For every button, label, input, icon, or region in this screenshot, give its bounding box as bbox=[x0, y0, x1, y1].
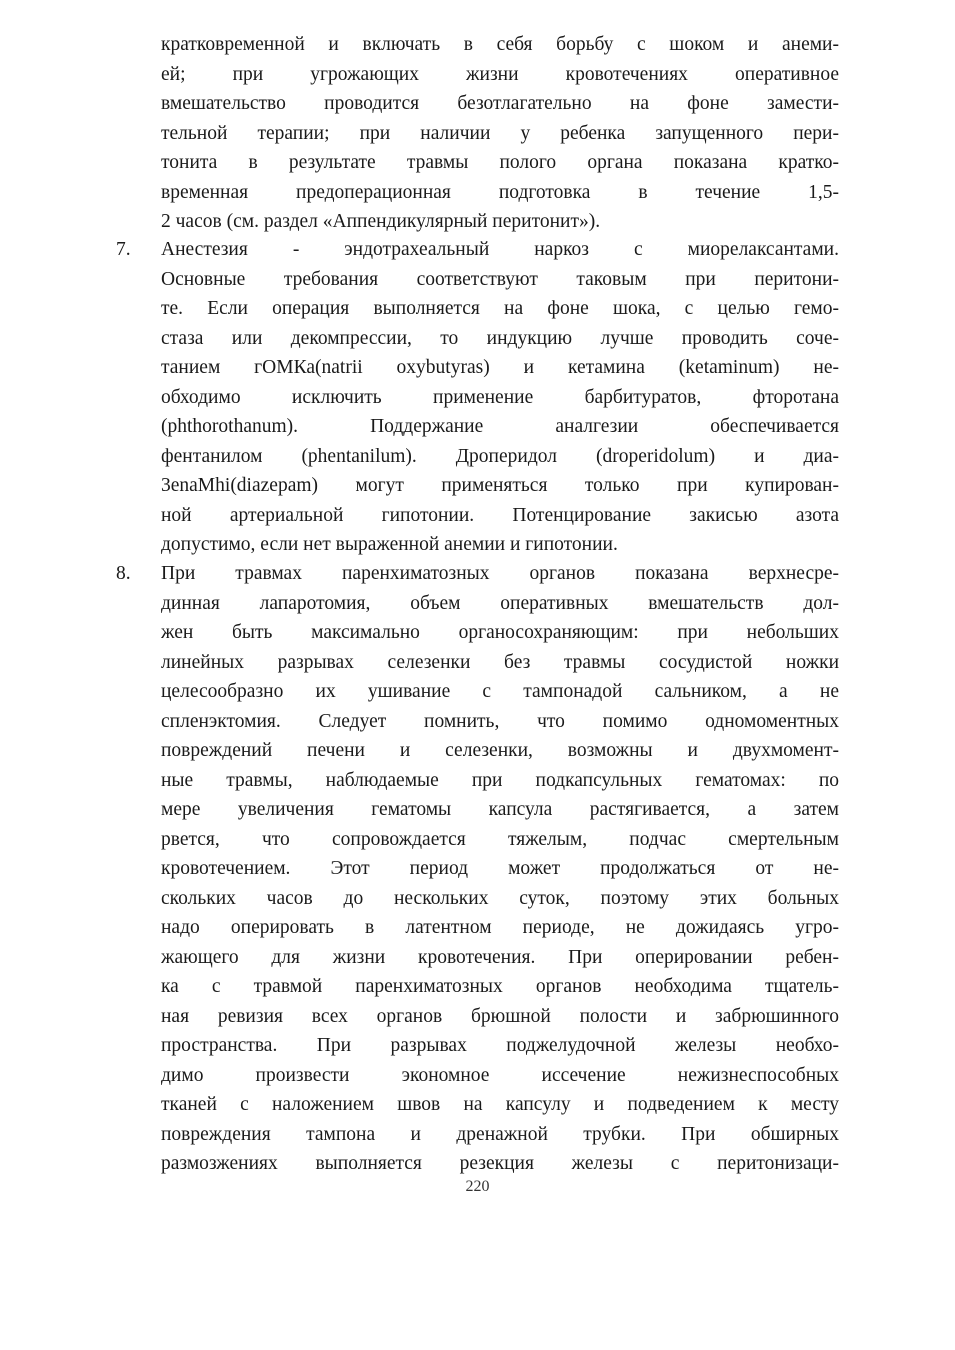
text-line: танием гОМКа(natrii oxybutyras) и кетамина (ketaminum) не- bbox=[161, 357, 839, 378]
text-line: кратковременной и включать в себя борьбу с шоком и анеми- bbox=[161, 34, 839, 55]
text-line: целесообразно их ушивание с тампонадой сальником, а не bbox=[161, 681, 839, 702]
list-item-7 bbox=[161, 235, 839, 560]
text-line: повреждения тампона и дренажной трубки. При обширных bbox=[161, 1123, 839, 1145]
text-line: обходимо исключить применение барбитуратов, фторотана bbox=[161, 386, 839, 408]
text-line: те. Если операция выполняется на фоне шока, с целью гемо- bbox=[161, 298, 839, 319]
text-line: 3enaMhi(diazepam) могут применяться только при купирован- bbox=[161, 475, 839, 496]
text-line: линейных разрывах селезенки без травмы сосудистой ножки bbox=[161, 651, 839, 673]
text-line: повреждений печени и селезенки, возможны и двухмомент- bbox=[161, 740, 839, 761]
page-number: 220 bbox=[465, 1178, 490, 1195]
text-line: тонита в результате травмы полого органа показана кратко- bbox=[161, 152, 839, 173]
text-line: Анестезия - эндотрахеальный наркоз с миорелаксантами. bbox=[161, 239, 839, 260]
text-line: жающего для жизни кровотечения. При оперировании ребен- bbox=[161, 946, 839, 968]
text-line: рвется, что сопровождается тяжелым, подчас смертельным bbox=[161, 828, 839, 850]
text-line: стаза или декомпрессии, то индукцию лучше проводить соче- bbox=[161, 327, 839, 349]
text-line: ной артериальной гипотонии. Потенцирование закисью азота bbox=[161, 504, 839, 526]
text-line: надо оперировать в латентном периоде, не дожидаясь угро- bbox=[161, 917, 839, 938]
text-line: фентанилом (phentanilum). Дроперидол (droperidolum) и диа- bbox=[161, 445, 839, 467]
continuation-paragraph bbox=[161, 30, 839, 237]
text-line: 2 часов (см. раздел «Аппендикулярный перитонит»). bbox=[161, 211, 601, 232]
text-line: спленэктомия. Следует помнить, что помимо одномоментных bbox=[161, 710, 839, 732]
list-item-number: 8. bbox=[116, 563, 131, 584]
text-line: пространства. При разрывах поджелудочной железы необхо- bbox=[161, 1035, 839, 1056]
text-line: ные травмы, наблюдаемые при подкапсульных гематомах: по bbox=[161, 769, 839, 791]
list-item-8 bbox=[161, 559, 839, 1179]
text-line: При травмах паренхиматозных органов показана верхнесре- bbox=[161, 563, 839, 584]
text-line: допустимо, если нет выраженной анемии и гипотонии. bbox=[161, 534, 618, 555]
list-item-number: 7. bbox=[116, 239, 131, 260]
text-line: Основные требования соответствуют таковым при перитони- bbox=[161, 268, 839, 290]
text-line: динная лапаротомия, объем оперативных вмешательств дол- bbox=[161, 592, 839, 614]
text-line: вмешательство проводится безотлагательно на фоне замести- bbox=[161, 93, 839, 114]
text-line: размозжениях выполняется резекция железы с перитонизаци- bbox=[161, 1153, 839, 1174]
text-line: димо произвести экономное иссечение нежизнеспособных bbox=[161, 1064, 839, 1086]
text-line: тканей с наложением швов на капсулу и подведением к месту bbox=[161, 1094, 839, 1115]
text-line: скольких часов до нескольких суток, поэтому этих больных bbox=[161, 887, 839, 909]
text-line: ная ревизия всех органов брюшной полости и забрюшинного bbox=[161, 1005, 839, 1027]
text-line: (phthorothanum). Поддержание аналгезии обеспечивается bbox=[161, 416, 839, 437]
text-line: временная предоперационная подготовка в течение 1,5- bbox=[161, 181, 839, 203]
text-line: жен быть максимально органосохраняющим: при небольших bbox=[161, 622, 839, 643]
text-line: мере увеличения гематомы капсула растягивается, а затем bbox=[161, 799, 839, 820]
text-line: кровотечением. Этот период может продолжаться от не- bbox=[161, 858, 839, 879]
text-line: ей; при угрожающих жизни кровотечениях оперативное bbox=[161, 63, 839, 85]
text-line: тельной терапии; при наличии у ребенка запущенного пери- bbox=[161, 122, 839, 144]
text-line: ка с травмой паренхиматозных органов необходима тщатель- bbox=[161, 976, 839, 997]
